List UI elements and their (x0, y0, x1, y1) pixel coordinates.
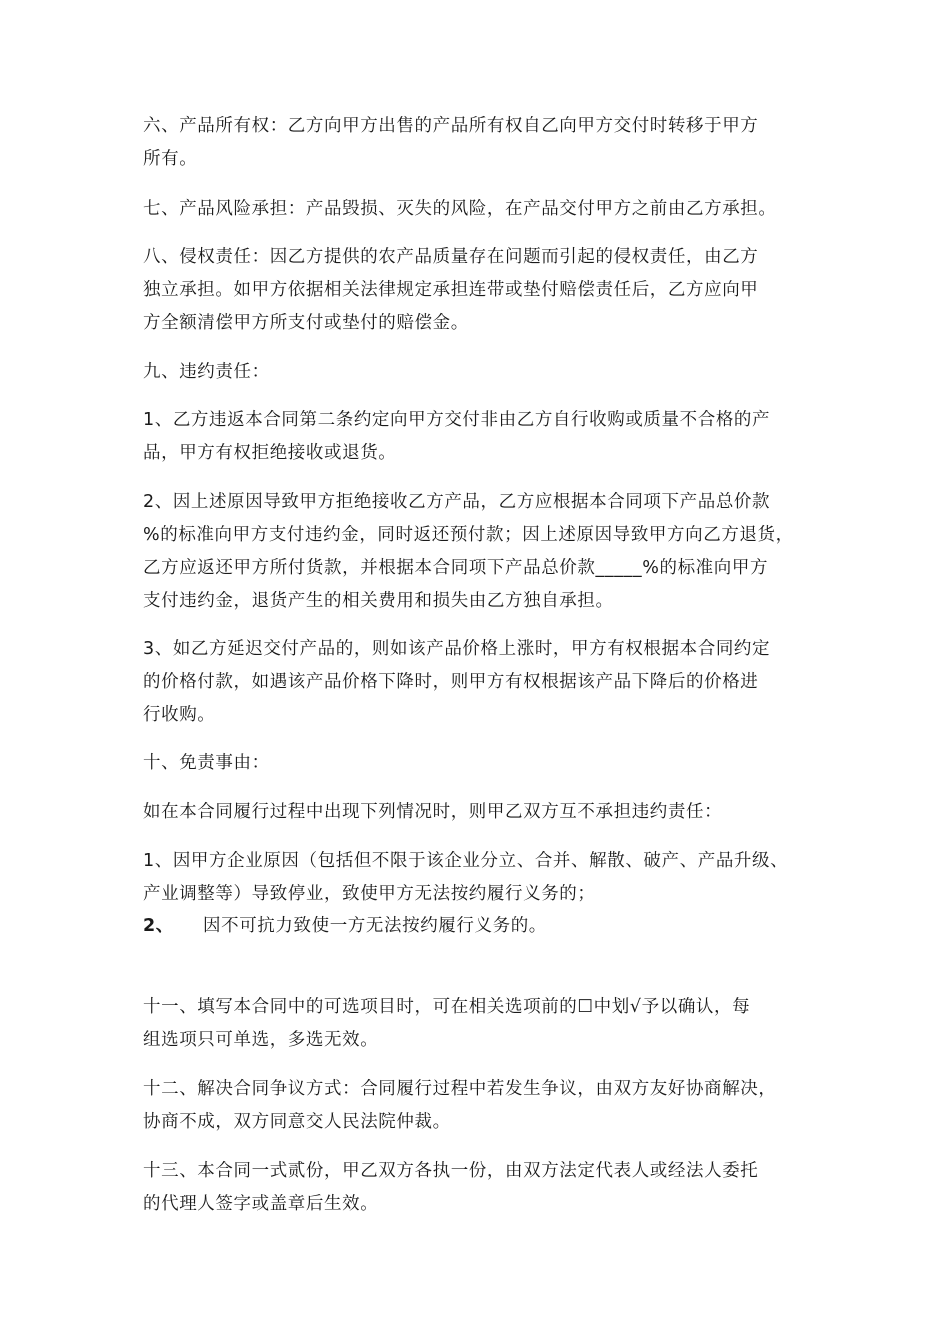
item-text: 因不可抗力致使一方无法按约履行义务的。 (203, 916, 547, 936)
clause-7-risk (143, 193, 818, 226)
clause-9-item-1 (143, 404, 818, 470)
clause-13-copies (143, 1155, 818, 1221)
text-line: 如在本合同履行过程中出现下列情况时，则甲乙双方互不承担违约责任： (143, 802, 723, 822)
clause-10-intro (143, 796, 818, 829)
text-line: 所有。 (143, 149, 198, 169)
clause-9-item-3 (143, 633, 818, 732)
text-line: %的标准向甲方支付违约金，同时返还预付款；因上述原因导致甲方向乙方退货， (143, 525, 794, 545)
clause-6-ownership (143, 110, 818, 176)
text-line: 品，甲方有权拒绝接收或退货。 (143, 443, 397, 463)
text-line: 的代理人签字或盖章后生效。 (143, 1194, 379, 1214)
text-line: 的价格付款，如遇该产品价格下降时，则甲方有权根据该产品下降后的价格进 (143, 672, 759, 692)
text-line: 2、因上述原因导致甲方拒绝接收乙方产品，乙方应根据本合同项下产品总价款 (143, 492, 771, 512)
text-line: 十三、本合同一式贰份，甲乙双方各执一份，由双方法定代表人或经法人委托 (143, 1161, 759, 1181)
clause-10-item-1 (143, 845, 818, 911)
clause-12-dispute (143, 1073, 818, 1139)
text-line: 1、因甲方企业原因（包括但不限于该企业分立、合并、解散、破产、产品升级、 (143, 851, 789, 871)
text-line: 方全额清偿甲方所支付或垫付的赔偿金。 (143, 313, 469, 333)
text-line: 七、产品风险承担：产品毁损、灭失的风险，在产品交付甲方之前由乙方承担。 (143, 199, 777, 219)
text-line: 3、如乙方延迟交付产品的，则如该产品价格上涨时，甲方有权根据本合同约定 (143, 639, 771, 659)
text-line: 十二、解决合同争议方式：合同履行过程中若发生争议，由双方友好协商解决， (143, 1079, 777, 1099)
text-line: 产业调整等）导致停业，致使甲方无法按约履行义务的； (143, 884, 596, 904)
clause-9-heading (143, 356, 818, 389)
text-line: 八、侵权责任：因乙方提供的农产品质量存在问题而引起的侵权责任，由乙方 (143, 247, 759, 267)
clause-10-item-2 (143, 910, 547, 943)
clause-10-heading (143, 747, 818, 780)
clause-11-options (143, 991, 818, 1057)
text-line: 乙方应返还甲方所付货款，并根据本合同项下产品总价款_____%的标准向甲方 (143, 558, 769, 578)
clause-9-item-2 (143, 486, 818, 618)
text-line: 十一、填写本合同中的可选项目时，可在相关选项前的☐中划√予以确认，每 (143, 997, 751, 1017)
text-line: 组选项只可单选，多选无效。 (143, 1030, 379, 1050)
text-line: 支付违约金，退货产生的相关费用和损失由乙方独自承担。 (143, 591, 614, 611)
text-line: 九、违约责任： (143, 362, 270, 382)
text-line: 十、免责事由： (143, 753, 270, 773)
text-line: 协商不成，双方同意交人民法院仲裁。 (143, 1112, 451, 1132)
text-line: 1、乙方违返本合同第二条约定向甲方交付非由乙方自行收购或质量不合格的产 (143, 410, 771, 430)
item-number: 2、 (143, 916, 174, 936)
clause-8-tort-liability (143, 241, 818, 340)
text-line: 独立承担。如甲方依据相关法律规定承担连带或垫付赔偿责任后，乙方应向甲 (143, 280, 759, 300)
text-line: 六、产品所有权：乙方向甲方出售的产品所有权自乙向甲方交付时转移于甲方 (143, 116, 759, 136)
text-line: 行收购。 (143, 705, 216, 725)
